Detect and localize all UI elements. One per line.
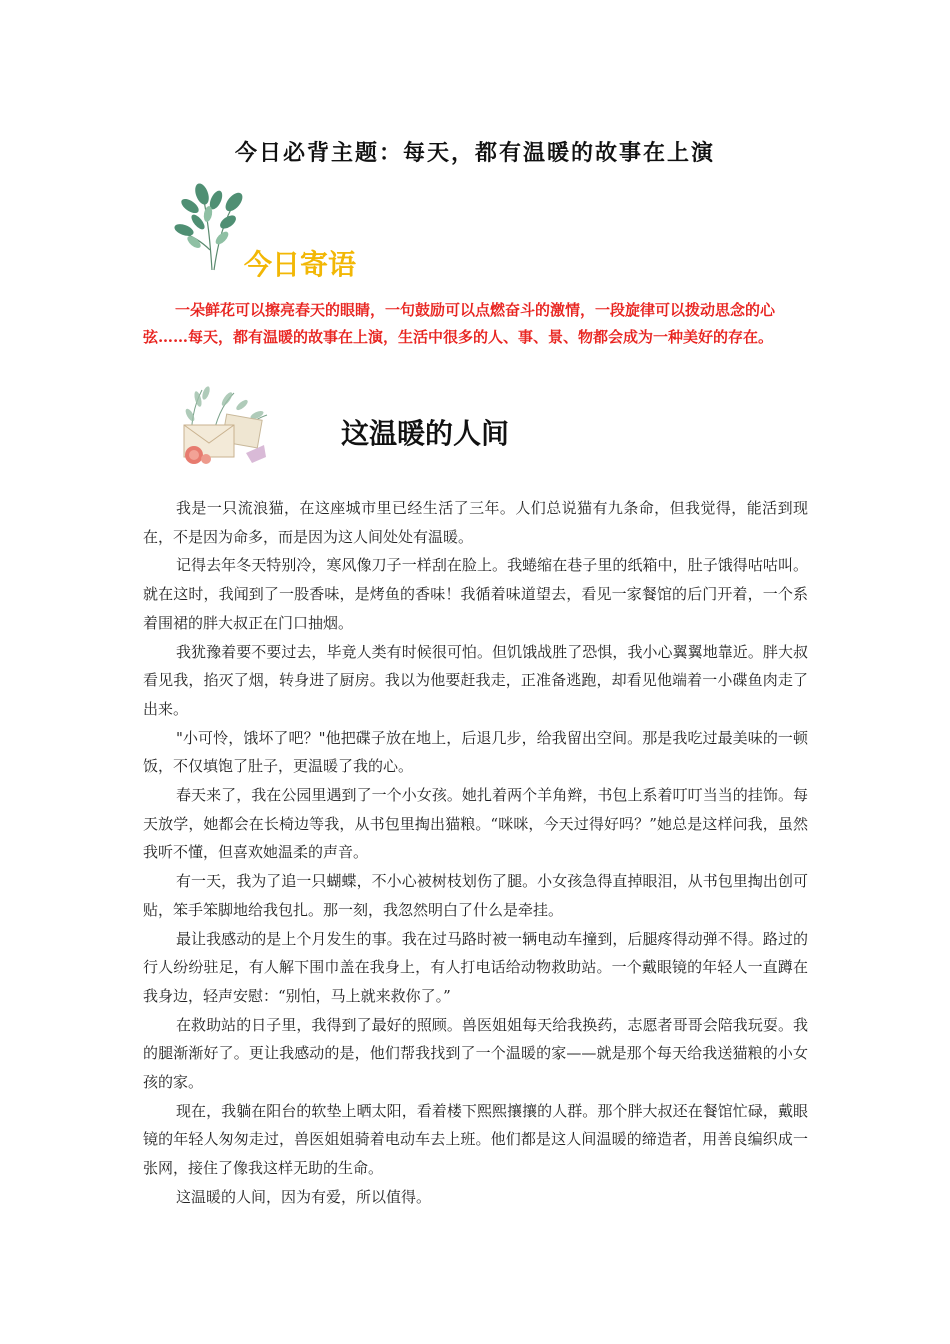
article-paragraph: 我是一只流浪猫，在这座城市里已经生活了三年。人们总说猫有九条命，但我觉得，能活到现在，不是因为命多，而是因为这人间处处有温暖。 xyxy=(143,499,808,546)
page-title: 今日必背主题：每天，都有温暖的故事在上演 xyxy=(234,140,715,166)
article-title: 这温暖的人间 xyxy=(341,417,510,450)
article-paragraph: 春天来了，我在公园里遇到了一个小女孩。她扎着两个羊角辫，书包上系着叮叮当当的挂饰。每天放学，她都会在长椅边等我，从书包里掏出猫粮。“咪咪，今天过得好吗？”她总是这样问我，虽然我听不懂，但喜欢她温柔的声音。 xyxy=(143,786,808,862)
article-paragraph: 我犹豫着要不要过去，毕竟人类有时候很可怕。但饥饿战胜了恐惧，我小心翼翼地靠近。胖大叔看见我，掐灭了烟，转身进了厨房。我以为他要赶我走，正准备逃跑，却看见他端着一小碟鱼肉走了出来。 xyxy=(143,642,808,718)
article-paragraph: 记得去年冬天特别冷，寒风像刀子一样刮在脸上。我蜷缩在巷子里的纸箱中，肚子饿得咕咕叫。就在这时，我闻到了一股香味，是烤鱼的香味！我循着味道望去，看见一家餐馆的后门开着，一个系着围裙的胖大叔正在门口抽烟。 xyxy=(143,556,808,632)
article-paragraph: 现在，我躺在阳台的软垫上晒太阳，看着楼下熙熙攘攘的人群。那个胖大叔还在餐馆忙碌，戴眼镜的年轻人匆匆走过，兽医姐姐骑着电动车去上班。他们都是这人间温暖的缔造者，用善良编织成一张网，接住了像我这样无助的生命。 xyxy=(143,1101,808,1178)
article-paragraph: 最让我感动的是上个月发生的事。我在过马路时被一辆电动车撞到，后腿疼得动弹不得。路过的行人纷纷驻足，有人解下围巾盖在我身上，有人打电话给动物救助站。一个戴眼镜的年轻人一直蹲在我身边，轻声安慰：“别怕，马上就来救你了。” xyxy=(143,929,808,1005)
motto-paragraph: 一朵鲜花可以擦亮春天的眼睛，一句鼓励可以点燃奋斗的激情，一段旋律可以拨动思念的心弦……每天，都有温暖的故事在上演，生活中很多的人、事、景、物都会成为一种美好的存在。 xyxy=(143,301,776,346)
article-body xyxy=(143,494,808,1212)
article-paragraph: 这温暖的人间，因为有爱，所以值得。 xyxy=(176,1187,432,1206)
envelope-flower-icon xyxy=(172,385,272,470)
article-paragraph: "小可怜，饿坏了吧？"他把碟子放在地上，后退几步，给我留出空间。那是我吃过最美味的一顿饭，不仅填饱了肚子，更温暖了我的心。 xyxy=(143,728,808,776)
article-paragraph: 有一天，我为了追一只蝴蝶，不小心被树枝划伤了腿。小女孩急得直掉眼泪，从书包里掏出创可贴，笨手笨脚地给我包扎。那一刻，我忽然明白了什么是牵挂。 xyxy=(143,872,808,919)
article-paragraph: 在救助站的日子里，我得到了最好的照顾。兽医姐姐每天给我换药，志愿者哥哥会陪我玩耍。我的腿渐渐好了。更让我感动的是，他们帮我找到了一个温暖的家——就是那个每天给我送猫粮的小女孩的家。 xyxy=(143,1015,808,1092)
section-banner: 今日寄语 xyxy=(244,248,357,281)
leaf-plant-icon xyxy=(172,180,248,272)
